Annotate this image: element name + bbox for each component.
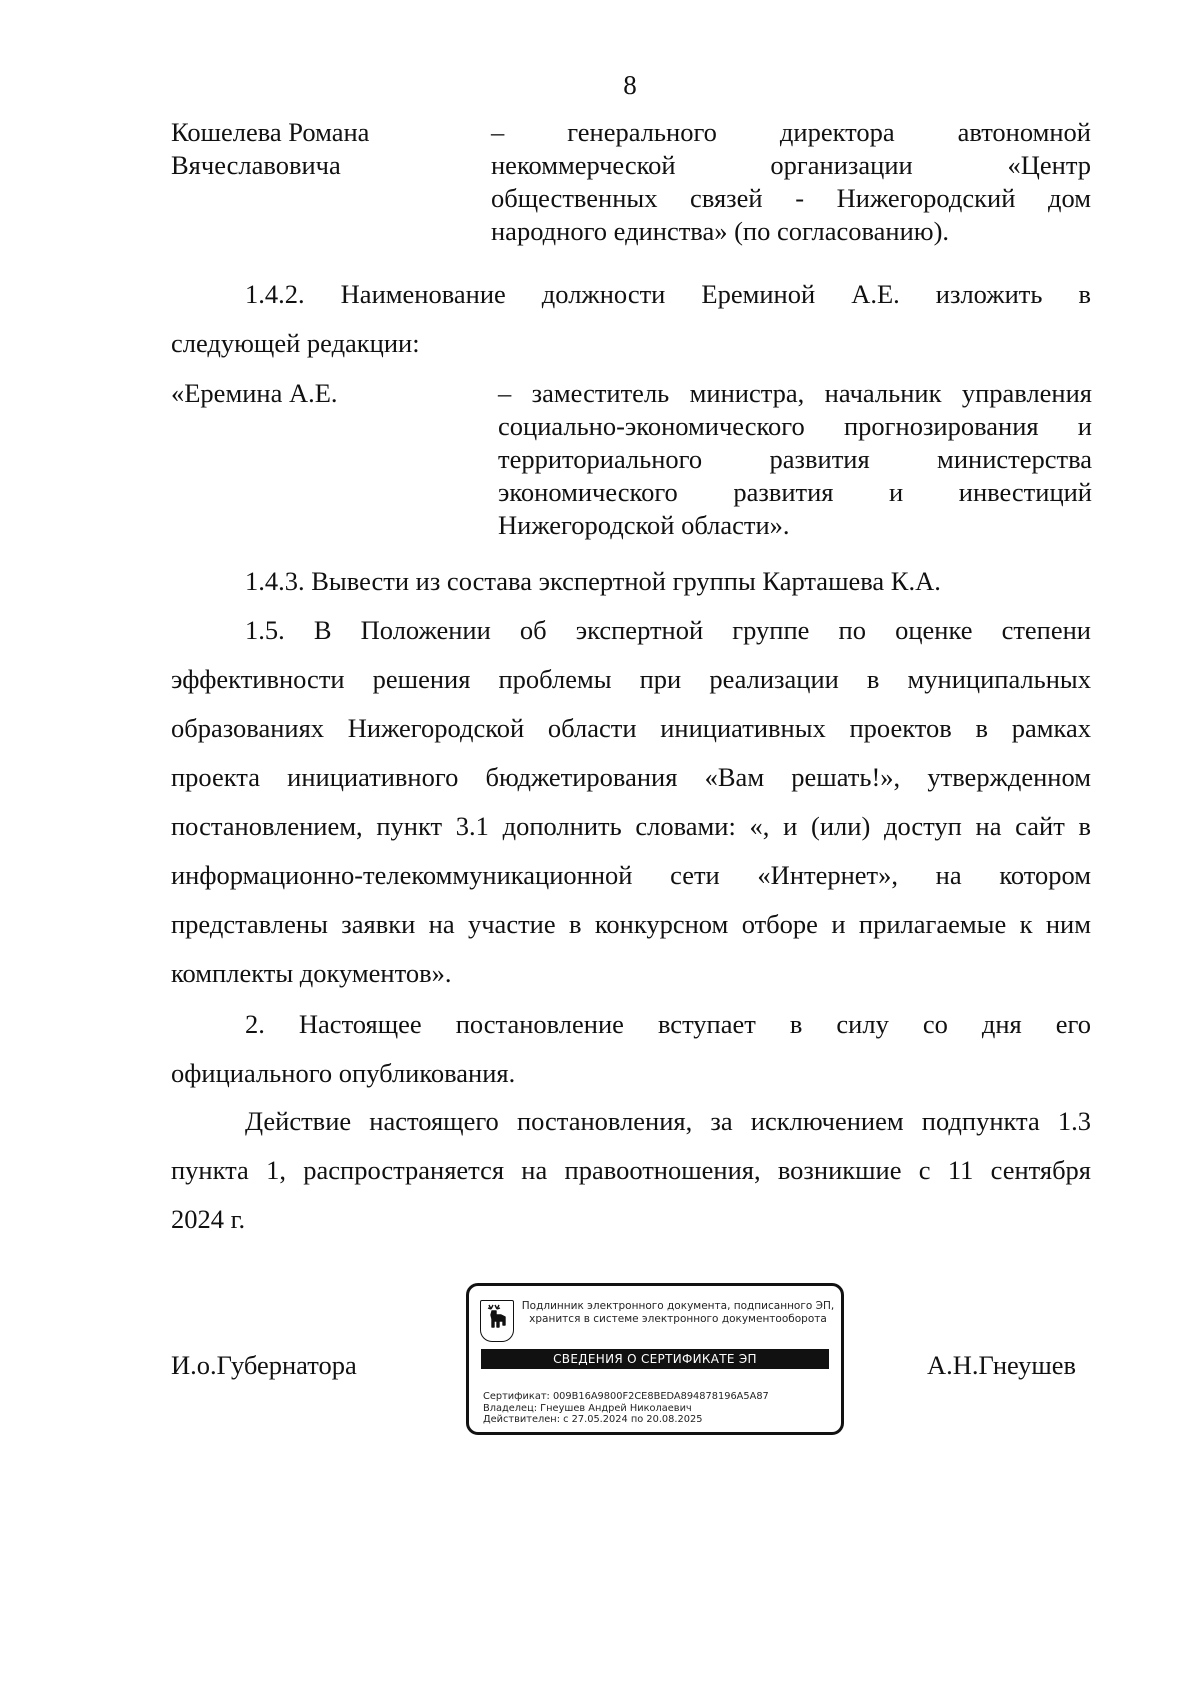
description-line: общественных связей - Нижегородский дом: [491, 183, 1091, 213]
description-line: некоммерческой организации «Центр: [491, 150, 1091, 180]
paragraph-line: 1.4.3. Вывести из состава экспертной группы Карташева К.А.: [245, 566, 941, 596]
paragraph-1-5: [171, 606, 1091, 998]
paragraph-2: [171, 1000, 1091, 1098]
member-name: «Еремина А.Е.: [171, 378, 338, 408]
paragraph-line: Действие настоящего постановления, за исключением подпункта 1.3: [245, 1106, 1091, 1136]
page-number: 8: [623, 70, 637, 100]
description-line: экономического развития и инвестиций: [498, 477, 1092, 507]
member-name-line: Кошелева Романа: [171, 117, 370, 147]
member-name-line: Вячеславовича: [171, 150, 341, 180]
certificate-header: СВЕДЕНИЯ О СЕРТИФИКАТЕ ЭП: [481, 1349, 829, 1369]
description-line: народного единства» (по согласованию).: [491, 216, 950, 246]
paragraph-line: образованиях Нижегородской области инициативных проектов в рамках: [171, 713, 1091, 743]
member-description: [498, 377, 1092, 542]
description-line: социально-экономического прогнозирования и: [498, 411, 1092, 441]
member-description: [491, 116, 1091, 248]
paragraph-effect: [171, 1097, 1091, 1244]
stamp-note-line: хранится в системе электронного документооборота: [529, 1313, 827, 1325]
paragraph-line: представлены заявки на участие в конкурсном отборе и прилагаемые к ним: [171, 909, 1091, 939]
member-entry-koshelev: [171, 116, 1091, 256]
signatory-position: И.о.Губернатора: [171, 1350, 357, 1380]
paragraph-line: следующей редакции:: [171, 328, 420, 358]
description-line: территориального развития министерства: [498, 444, 1092, 474]
description-line: – генерального директора автономной: [491, 117, 1091, 147]
description-line: – заместитель министра, начальник управления: [498, 378, 1092, 408]
member-entry-eremina: [171, 377, 1091, 547]
stamp-note: [518, 1300, 838, 1326]
paragraph-line: эффективности решения проблемы при реализации в муниципальных: [171, 664, 1091, 694]
electronic-signature-stamp: [466, 1283, 844, 1435]
paragraph-line: пункта 1, распространяется на правоотношения, возникшие с 11 сентября: [171, 1155, 1091, 1185]
paragraph-1-4-2: [171, 270, 1091, 368]
signatory-name: А.Н.Гнеушев: [927, 1350, 1077, 1380]
stamp-note-line: Подлинник электронного документа, подписанного ЭП,: [521, 1300, 835, 1312]
description-line: Нижегородской области».: [498, 510, 790, 540]
certificate-details: [483, 1391, 833, 1426]
paragraph-line: информационно-телекоммуникационной сети «Интернет», на котором: [171, 860, 1091, 890]
paragraph-1-4-3: [171, 557, 1091, 606]
paragraph-line: 1.4.2. Наименование должности Ереминой А.Е. изложить в: [245, 279, 1091, 309]
paragraph-line: официального опубликования.: [171, 1058, 516, 1088]
member-name: [171, 116, 481, 182]
paragraph-line: комплекты документов».: [171, 958, 452, 988]
paragraph-line: 2. Настоящее постановление вступает в силу со дня его: [245, 1009, 1091, 1039]
certificate-validity: Действителен: с 27.05.2024 по 20.08.2025: [483, 1414, 703, 1425]
certificate-owner: Владелец: Гнеушев Андрей Николаевич: [483, 1402, 692, 1414]
paragraph-line: 1.5. В Положении об экспертной группе по оценке степени: [245, 615, 1091, 645]
paragraph-line: 2024 г.: [171, 1204, 246, 1234]
deer-coat-of-arms-icon: [480, 1300, 514, 1342]
certificate-number: Сертификат: 009B16A9800F2CE8BEDA894878196A5A87: [483, 1391, 769, 1402]
paragraph-line: постановлением, пункт 3.1 дополнить словами: «, и (или) доступ на сайт в: [171, 811, 1091, 841]
paragraph-line: проекта инициативного бюджетирования «Вам решать!», утвержденном: [171, 762, 1091, 792]
